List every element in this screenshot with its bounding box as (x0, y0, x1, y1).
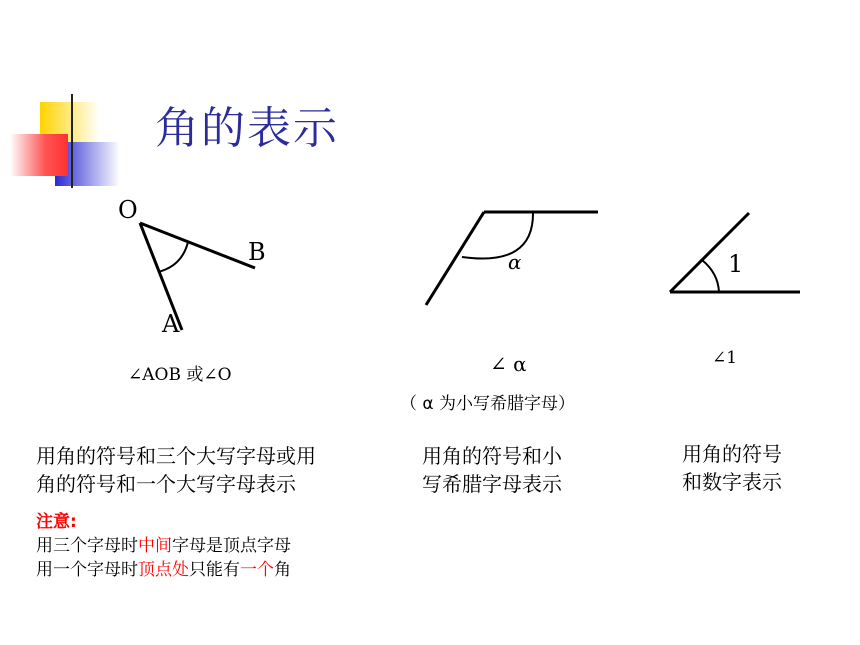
ray-ob (140, 223, 255, 268)
letters-description (36, 442, 316, 498)
note-block (36, 510, 291, 582)
angle-arc (158, 242, 188, 272)
note-line2-part1: 用一个字母时 (36, 560, 138, 580)
note-line2-part3: 只能有 (189, 560, 240, 580)
alpha-arc (462, 212, 533, 259)
note-line2 (36, 558, 291, 582)
greek-description-line1: 用角的符号和小 (422, 444, 562, 468)
point-label-a: A (162, 310, 180, 338)
greek-description (422, 442, 562, 498)
note-line1-part1: 用三个字母时 (36, 536, 138, 556)
number-description-line1: 用角的符号 (682, 442, 782, 466)
alpha-label: α (508, 250, 522, 274)
greek-description-line2: 写希腊字母表示 (422, 472, 562, 496)
slide-title: 角的表示 (155, 103, 339, 154)
angle-aob-caption: ∠AOB 或∠O (128, 365, 232, 385)
number-label-one: 1 (728, 250, 744, 278)
number-description (682, 440, 782, 496)
letters-description-line2: 角的符号和一个大写字母表示 (36, 472, 296, 496)
vertex-label-o: O (118, 196, 138, 224)
note-line2-highlight2: 一个 (240, 560, 274, 580)
point-label-b: B (248, 238, 266, 266)
alpha-note-caption: （ α 为小写希腊字母） (400, 394, 576, 414)
note-line2-part5: 角 (274, 560, 291, 580)
letters-description-line1: 用角的符号和三个大写字母或用 (36, 444, 316, 468)
angle-one-arc (702, 260, 719, 292)
note-line1-part3: 字母是顶点字母 (172, 536, 291, 556)
angle-alpha-caption: ∠ α (490, 352, 527, 376)
angle-one-caption: ∠1 (712, 348, 738, 368)
note-heading: 注意: (36, 512, 77, 532)
note-line1-highlight: 中间 (138, 536, 172, 556)
number-description-line2: 和数字表示 (682, 470, 782, 494)
note-line2-highlight1: 顶点处 (138, 560, 189, 580)
header-decoration (0, 0, 860, 200)
note-line1 (36, 534, 291, 558)
